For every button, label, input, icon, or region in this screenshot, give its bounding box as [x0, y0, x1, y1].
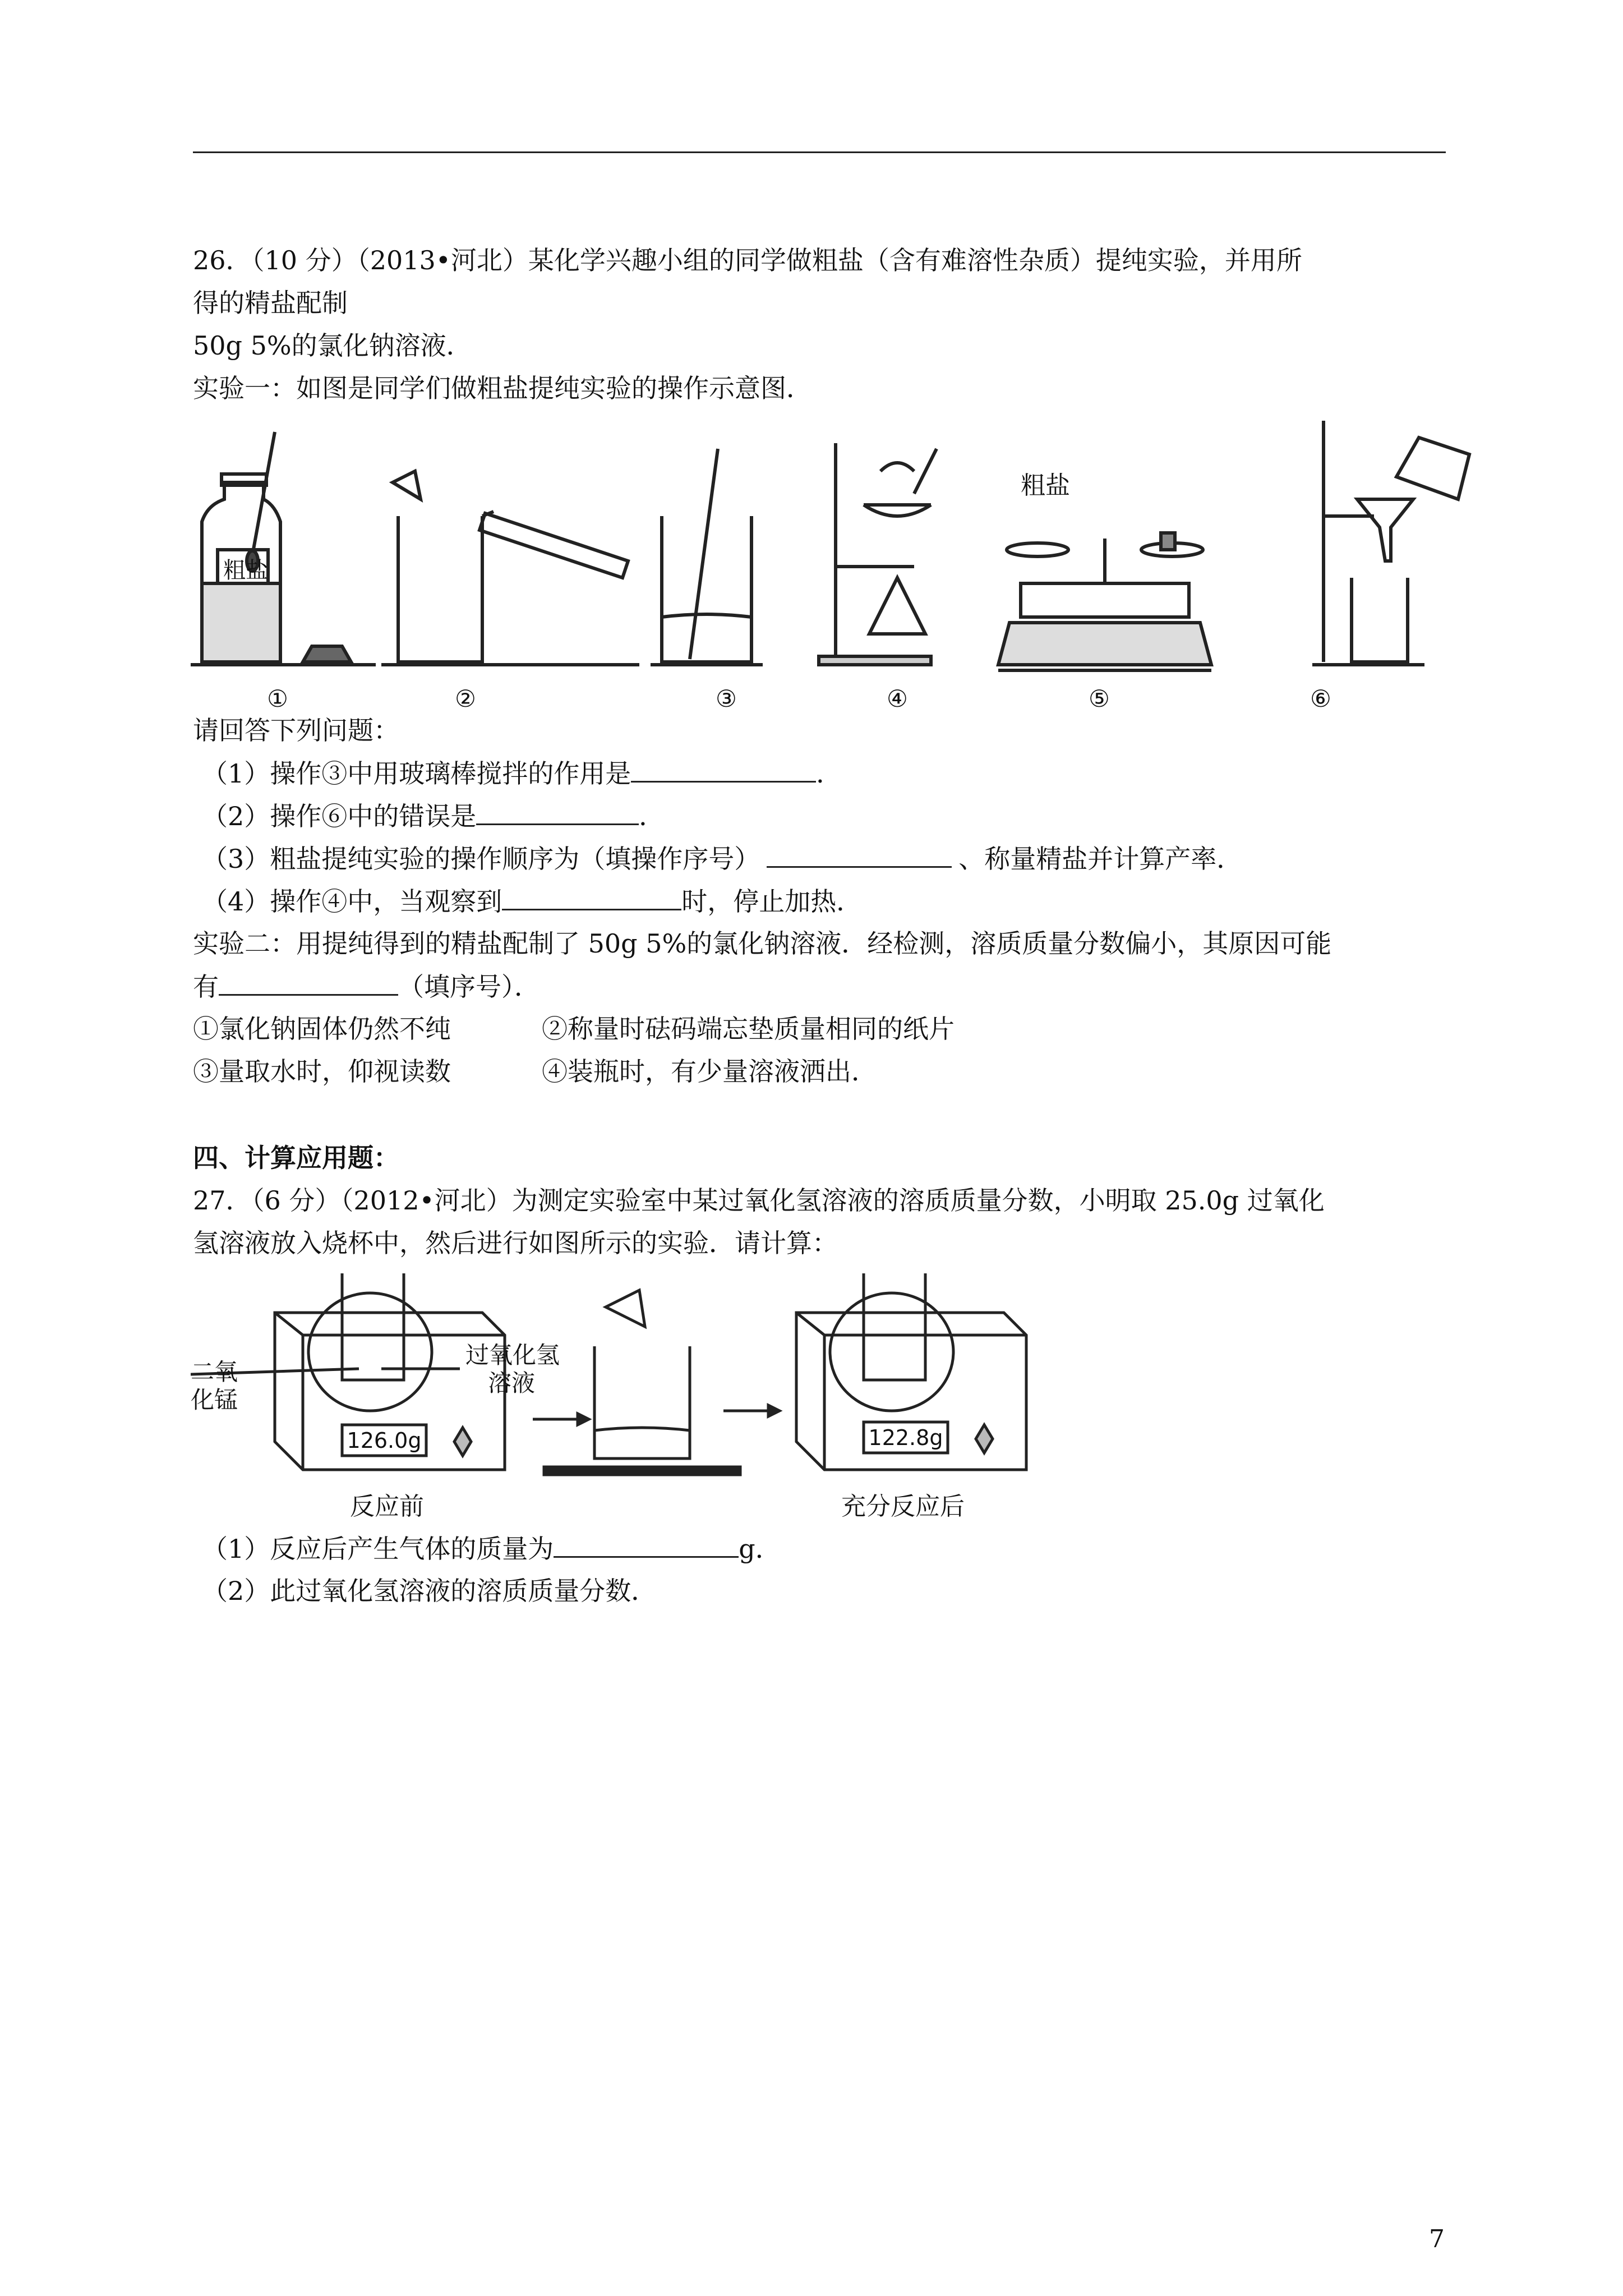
page-number: 7 — [1429, 2225, 1445, 2253]
label-h2o2-1: 过氧化氢 — [465, 1341, 560, 1369]
q26-sub3-end: 、称量精盐并计算产率． — [958, 844, 1243, 874]
q27-header: 27．（6 分）（2012•河北）为测定实验室中某过氧化氢溶液的溶质质量分数，小明取 25.0g 过氧化 — [193, 1185, 1325, 1216]
q26-option-2: ②称量时砝码端忘垫质量相同的纸片 — [542, 1014, 955, 1044]
q26-sub4-text: （4）操作④中，当观察到 — [202, 886, 502, 917]
q27-sub1 — [202, 1530, 781, 1567]
q26-sub2-text: （2）操作⑥中的错误是 — [202, 801, 477, 831]
q26-sub2-end: ． — [639, 801, 665, 831]
q26-sub1-blank — [631, 755, 816, 783]
label-mno2-1: 二氧 — [191, 1358, 238, 1386]
op3-stirring — [651, 449, 763, 665]
step-label-2: ② — [455, 685, 476, 712]
q26-exp2-line2 — [193, 968, 540, 1005]
q27-header-cont: 氢溶液放入烧杯中，然后进行如图所示的实验．请计算： — [193, 1228, 838, 1258]
op4-evaporating — [819, 443, 937, 665]
step-label-3: ③ — [716, 685, 737, 712]
q26-exp2-line1: 实验二：用提纯得到的精盐配制了 50g 5%的氯化钠溶液．经检测，溶质质量分数偏小，其原因可能 — [193, 928, 1332, 959]
q26-sub2 — [202, 798, 665, 834]
q26-sub4-end: 时，停止加热． — [681, 886, 863, 917]
q26-prompt: 请回答下列问题： — [193, 715, 399, 746]
op5-weighing — [998, 533, 1211, 670]
q26-sub4-blank — [502, 883, 681, 910]
section4-title: 四、计算应用题： — [193, 1143, 399, 1173]
q27-sub1-text: （1）反应后产生气体的质量为 — [202, 1534, 554, 1564]
step-label-1: ① — [267, 685, 288, 712]
q26-exp1-intro: 实验一：如图是同学们做粗盐提纯实验的操作示意图． — [193, 373, 812, 403]
op2-dissolving — [381, 471, 639, 665]
q26-sub2-blank — [476, 798, 639, 825]
step-label-6: ⑥ — [1310, 685, 1331, 712]
q27-sub1-blank — [554, 1530, 739, 1558]
q26-sub1-end: ． — [816, 758, 842, 789]
scale-before-reading: 126.0g — [347, 1428, 422, 1453]
salt-purification-figure — [191, 415, 1492, 718]
q26-sub1-text: （1）操作③中用玻璃棒搅拌的作用是 — [202, 758, 631, 789]
q26-exp2-blank — [219, 968, 398, 996]
q26-header: 26．（10 分）（2013•河北）某化学兴趣小组的同学做粗盐（含有难溶性杂质）提纯实验，并用所 — [193, 245, 1302, 275]
op1-salt-jar — [191, 432, 376, 665]
h2o2-experiment-figure — [191, 1273, 1077, 1537]
q26-option-3: ③量取水时，仰视读数 — [193, 1056, 451, 1087]
q26-sub3-blank — [767, 840, 952, 868]
scale-after-reading: 122.8g — [868, 1425, 943, 1450]
op6-filtering — [1312, 421, 1469, 665]
caption-before: 反应前 — [350, 1492, 424, 1521]
label-h2o2-2: 溶液 — [488, 1369, 536, 1397]
q26-option-1: ①氯化钠固体仍然不纯 — [193, 1014, 451, 1044]
q26-sub3-text: （3）粗盐提纯实验的操作顺序为（填操作序号） — [202, 844, 760, 874]
q26-sub3 — [202, 840, 1242, 877]
q27-sub1-end: g． — [739, 1534, 781, 1564]
step-label-4: ④ — [887, 685, 908, 712]
q26-exp2-pre: 有 — [193, 972, 219, 1002]
caption-after: 充分反应后 — [841, 1492, 965, 1521]
q26-sub1 — [202, 755, 842, 792]
middle-beaker — [544, 1290, 740, 1475]
header-rule — [193, 151, 1446, 153]
step-label-5: ⑤ — [1089, 685, 1110, 712]
label-mno2-2: 化锰 — [191, 1386, 238, 1414]
op5-balance-label: 粗盐 — [1021, 471, 1070, 500]
q26-header-cont: 得的精盐配制 — [193, 288, 348, 318]
op1-jar-label: 粗盐 — [223, 558, 268, 583]
q26-option-4: ④装瓶时，有少量溶液洒出． — [542, 1056, 877, 1087]
q27-sub2: （2）此过氧化氢溶液的溶质质量分数． — [202, 1576, 657, 1606]
q26-exp2-post: （填序号）． — [398, 972, 540, 1002]
q26-sub4 — [202, 883, 862, 919]
q26-line2: 50g 5%的氯化钠溶液． — [193, 330, 472, 361]
